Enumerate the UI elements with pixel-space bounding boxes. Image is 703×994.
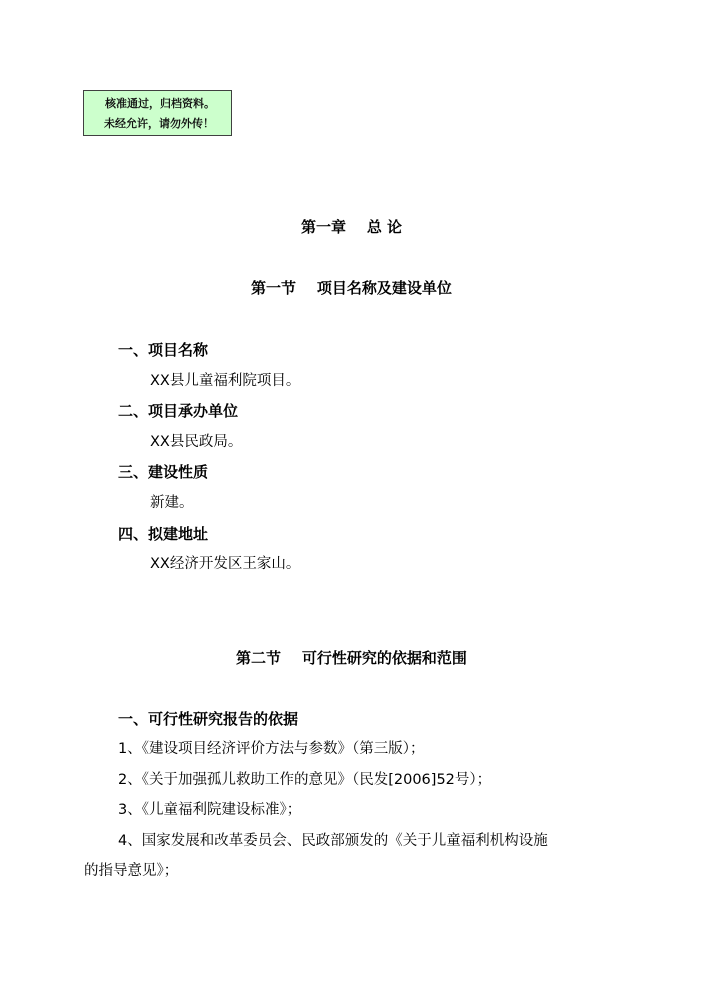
stamp-line-1: 核准通过，归档资料。 [105,97,215,110]
heading-site-address: 四、拟建地址 [118,525,209,543]
heading-construction-nature: 三、建设性质 [118,463,209,481]
reference-item-1: 1、《建设项目经济评价方法与参数》（第三版）； [118,741,425,757]
reference-item-4-continued: 的指导意见》； [84,863,179,879]
section-2-title: 第二节 可行性研究的依据和范围 [236,649,467,667]
text-project-name: XX县儿童福利院项目。 [150,373,301,389]
chapter-title: 第一章 总 论 [300,218,403,236]
text-site-address: XX经济开发区王家山。 [150,556,301,572]
text-construction-nature: 新建。 [150,495,194,511]
stamp-line-2: 未经允许，请勿外传！ [104,117,214,130]
reference-item-2: 2、《关于加强孤儿救助工作的意见》（民发[2006]52号）； [118,772,492,788]
reference-item-3: 3、《儿童福利院建设标准》； [118,802,302,818]
heading-project-name: 一、项目名称 [118,341,209,359]
heading-project-unit: 二、项目承办单位 [118,402,239,420]
approval-stamp [83,90,232,136]
section-1-title: 第一节 项目名称及建设单位 [251,279,452,297]
heading-study-basis: 一、可行性研究报告的依据 [118,710,299,728]
reference-item-4: 4、国家发展和改革委员会、民政部颁发的《关于儿童福利机构设施 [118,833,548,849]
text-project-unit: XX县民政局。 [150,434,243,450]
